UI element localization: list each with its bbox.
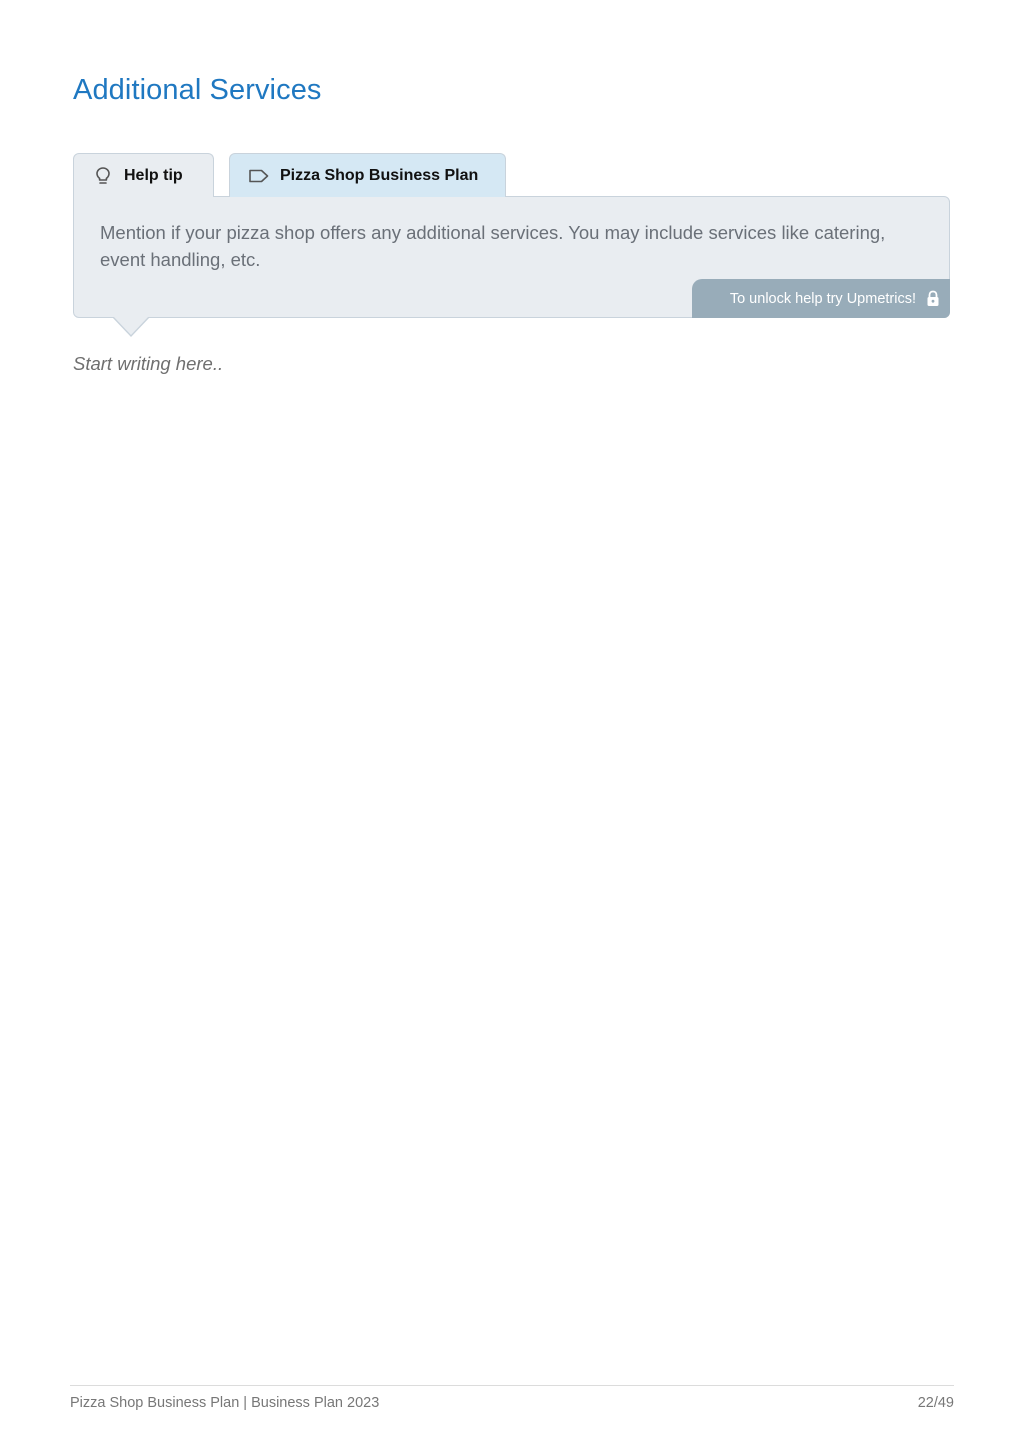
footer-page-number: 22/49 bbox=[917, 1395, 954, 1411]
editor-placeholder[interactable]: Start writing here.. bbox=[73, 353, 224, 374]
lock-icon bbox=[926, 290, 940, 307]
lightbulb-icon bbox=[92, 165, 114, 187]
tag-icon bbox=[248, 165, 270, 187]
section-title: Additional Services bbox=[73, 74, 322, 106]
tip-pointer-fill bbox=[113, 316, 149, 335]
footer-document-title: Pizza Shop Business Plan | Business Plan 2023 bbox=[70, 1395, 380, 1411]
tab-pizza-shop-business-plan[interactable] bbox=[229, 153, 506, 197]
tab-help-tip[interactable] bbox=[73, 153, 214, 197]
unlock-help-label: To unlock help try Upmetrics! bbox=[729, 290, 916, 307]
tab-pizza-shop-business-plan-label: Pizza Shop Business Plan bbox=[280, 166, 479, 184]
help-tip-text: Mention if your pizza shop offers any additional services. You may include services like catering, event handling, etc. bbox=[100, 222, 886, 270]
help-tip-box bbox=[73, 196, 950, 318]
unlock-help-button[interactable] bbox=[692, 279, 950, 318]
footer-divider bbox=[70, 1385, 954, 1386]
tab-help-tip-label: Help tip bbox=[124, 166, 183, 184]
